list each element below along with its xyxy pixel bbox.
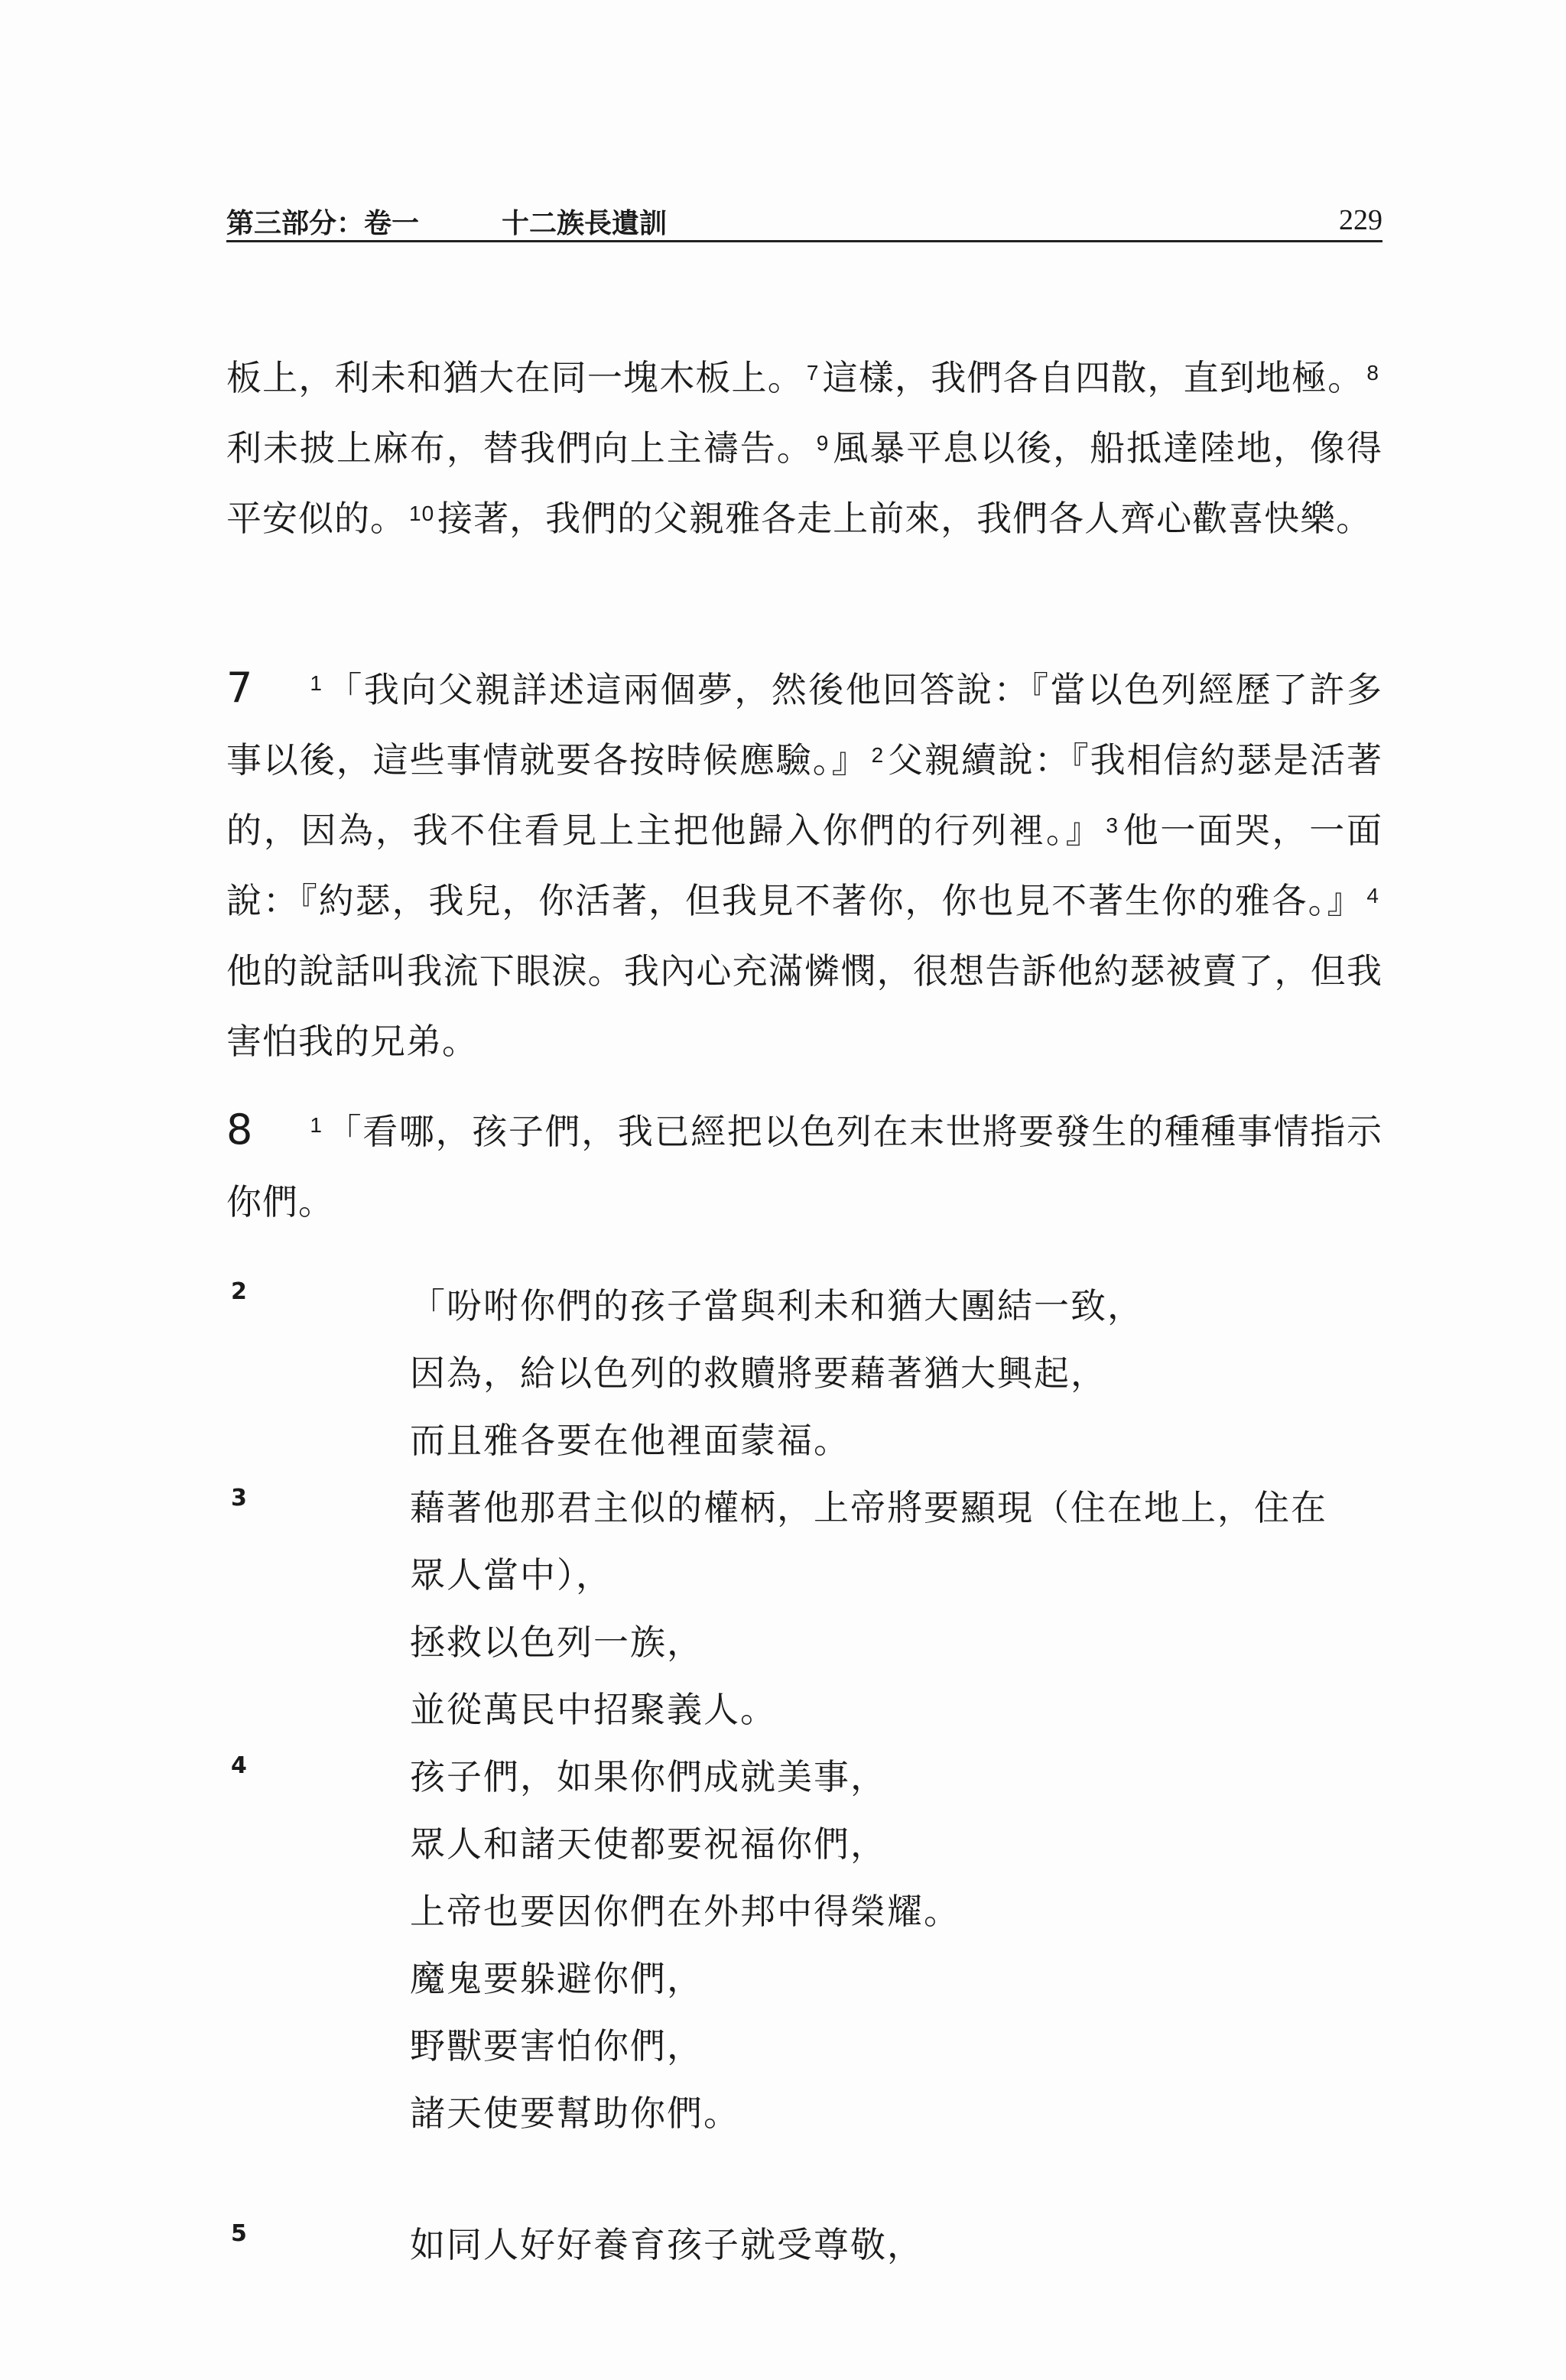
- verse-number: 2: [231, 1278, 247, 1305]
- poem-line: 因為，給以色列的救贖將要藉著猶大興起，: [410, 1352, 1107, 1394]
- text: 父親續說：『我相信約瑟是活著的，因為，我不住看見上主把他歸入你們的行列裡。』: [226, 739, 1383, 851]
- text: 這樣，我們各自四散，直到地極。: [822, 357, 1364, 398]
- poem-line: 藉著他那君主似的權柄，上帝將要顯現（住在地上，住在: [410, 1487, 1327, 1528]
- text: 利未披上麻布，替我們向上主禱告。: [226, 427, 814, 469]
- poem-line: 孩子們，如果你們成就美事，: [410, 1756, 887, 1797]
- text: 「我向父親詳述這兩個夢，然後他回答說：『當以色列經歷了許多事以後，這些事情就要各按時候應驗。』: [226, 669, 1382, 781]
- text: 他的說話叫我流下眼淚。我內心充滿憐憫，很想告訴他約瑟被賣了，但我害怕我的兄弟。: [226, 950, 1382, 1062]
- poem-line: 而且雅各要在他裡面蒙福。: [410, 1420, 850, 1461]
- poem-line: 「吩咐你們的孩子當與利未和猶大團結一致，: [410, 1285, 1144, 1326]
- poem-line: 並從萬民中招聚義人。: [410, 1689, 777, 1730]
- verse-number: 7: [806, 361, 820, 385]
- poem-line: 眾人和諸天使都要祝福你們，: [410, 1823, 887, 1865]
- text: 「看哪，孩子們，我已經把以色列在末世將要發生的種種事情指示你們。: [226, 1111, 1382, 1222]
- poem-line: 上帝也要因你們在外邦中得榮耀。: [410, 1891, 960, 1932]
- verse-number: 3: [231, 1485, 247, 1511]
- text: 接著，我們的父親雅各走上前來，我們各人齊心歡喜快樂。: [437, 498, 1373, 539]
- chapter-number: 8: [226, 1106, 254, 1154]
- text: 風暴平息以後，船抵達陸地，像得平安似的。: [226, 427, 1383, 539]
- verse-number: 4: [1366, 884, 1379, 908]
- chapter-7: [226, 653, 1382, 1076]
- poem-line: 眾人當中），: [410, 1554, 612, 1596]
- verse-number: 9: [816, 431, 830, 455]
- verse-number: 3: [1106, 813, 1119, 837]
- chapter-number: 7: [226, 664, 254, 712]
- verse-number: 4: [231, 1752, 247, 1779]
- header-part: 第三部分：卷一: [226, 208, 420, 239]
- poem-line: 拯救以色列一族，: [410, 1622, 703, 1663]
- text: 他一面哭，一面說：『約瑟，我兒，你活著，但我見不著你，你也見不著生你的雅各。』: [226, 810, 1383, 921]
- verse-number: 2: [871, 743, 885, 767]
- verse-number: 1: [310, 1113, 323, 1137]
- running-header: [226, 197, 1382, 242]
- verse-number: 1: [310, 671, 323, 695]
- paragraph-continuation: [226, 343, 1382, 554]
- poem-line: 魔鬼要躲避你們，: [410, 1958, 703, 1999]
- verse-number: 5: [231, 2220, 247, 2247]
- verse-number: 8: [1366, 361, 1379, 385]
- text: 板上，利未和猶大在同一塊木板上。: [226, 357, 804, 398]
- chapter-8: [226, 1095, 1382, 1237]
- verse-number: 10: [409, 502, 435, 525]
- page-number: 229: [1339, 204, 1382, 236]
- header-title: 十二族長遺訓: [502, 208, 668, 239]
- poem-line: 如同人好好養育孩子就受尊敬，: [410, 2224, 924, 2265]
- poem-line: 諸天使要幫助你們。: [410, 2093, 740, 2134]
- poem-line: 野獸要害怕你們，: [410, 2025, 703, 2067]
